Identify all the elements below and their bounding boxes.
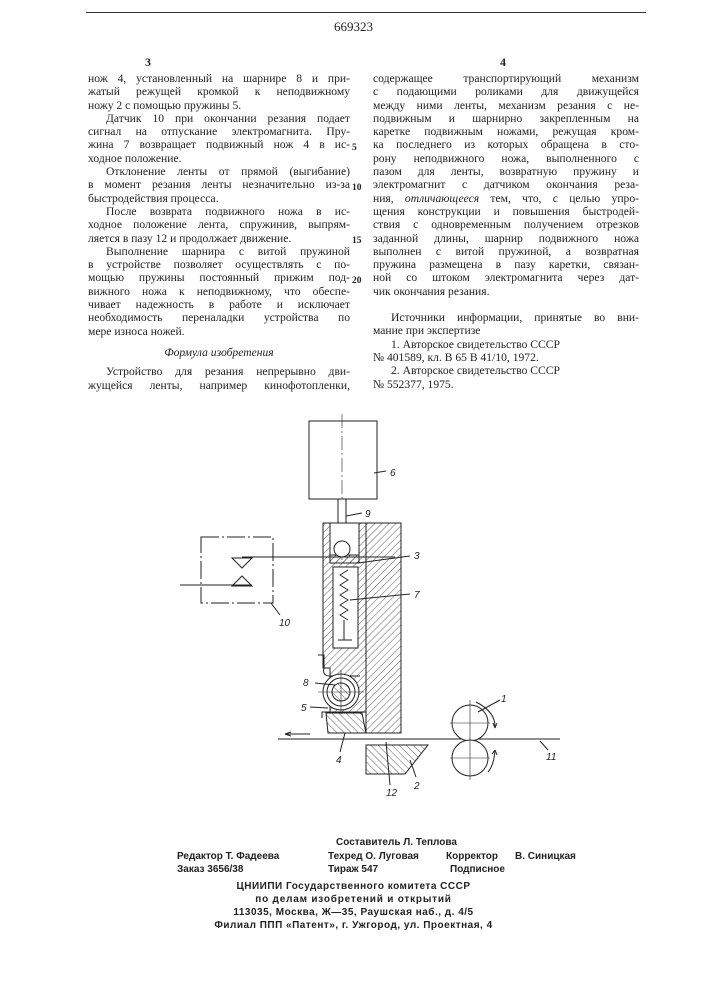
text-line: № 552377, 1975. xyxy=(373,378,639,391)
fixed-plate xyxy=(366,523,401,733)
org-line: по делам изобретений и открытий xyxy=(0,894,707,905)
text-line: в момент резания ленты незначительно из-за xyxy=(88,178,350,191)
corrector: В. Синицкая xyxy=(515,851,576,862)
section-title: Формула изобретения xyxy=(88,346,350,359)
italic-term: отличающееся xyxy=(405,192,479,205)
line-number: 15 xyxy=(352,236,362,246)
text-line: ляется в пазу 12 и продолжает движение. xyxy=(88,232,350,245)
text-line: чик окончания резания. xyxy=(373,285,639,298)
text-line: рону неподвижного ножа, выполненного с xyxy=(373,152,639,165)
moving-knife xyxy=(326,713,366,733)
sensor-box xyxy=(201,537,273,603)
text-line: необходимость переналадки устройства по xyxy=(88,311,350,324)
text-line: Выполнение шарнира с витой пружиной xyxy=(88,245,350,258)
text-line: жущейся ленты, например кинофотопленки, xyxy=(88,379,350,392)
text-line: жатый режущей кромкой к неподвижному xyxy=(88,85,350,98)
patent-drawing xyxy=(0,0,707,1000)
label-7: 7 xyxy=(414,590,420,601)
text-line: 2. Авторское свидетельство СССР xyxy=(373,364,639,377)
line-number: 5 xyxy=(352,143,357,153)
editor: Редактор Т. Фадеева xyxy=(177,851,279,862)
org-line: 113035, Москва, Ж—35, Раушская наб., д. 4/5 xyxy=(0,907,707,918)
text-line: ка последнего из которых обращена в сто- xyxy=(373,138,639,151)
order: Заказ 3656/38 xyxy=(177,864,243,875)
label-12: 12 xyxy=(386,788,398,799)
text-line: ной со штоком электромагнита через дат- xyxy=(373,271,639,284)
line-number: 10 xyxy=(352,183,362,193)
techred: Техред О. Луговая xyxy=(328,851,419,862)
right-column-number: 4 xyxy=(500,55,506,70)
text-line: пружина размещена в пазу каретки, связан- xyxy=(373,258,639,271)
text-line: быстродействия процесса. xyxy=(88,192,350,205)
label-9: 9 xyxy=(365,509,371,520)
label-1: 1 xyxy=(501,694,507,705)
label-4: 4 xyxy=(336,755,342,766)
label-3: 3 xyxy=(414,551,420,562)
text-line: жина 7 возвращает подвижный нож 4 в ис- xyxy=(88,138,350,151)
print-run: Тираж 547 xyxy=(328,864,378,875)
electromagnet xyxy=(309,421,377,499)
ball xyxy=(334,541,350,557)
text-line: Датчик 10 при окончании резания подает xyxy=(88,112,350,125)
subscription: Подписное xyxy=(450,864,505,875)
text-line: Устройство для резания непрерывно дви- xyxy=(88,365,350,378)
label-2: 2 xyxy=(413,781,420,792)
text-line: сигнал на отпускание электромагнита. Пру- xyxy=(88,125,350,138)
text-line: подвижным и шарнирно закрепленным на xyxy=(373,112,639,125)
text-line: Источники информации, принятые во вни- xyxy=(373,311,639,324)
text-line: электромагнит с датчиком окончания реза- xyxy=(373,178,639,191)
text-fragment: тем, что, с целью упро- xyxy=(479,192,639,205)
text-line: чивает надежность в работе и исключает xyxy=(88,298,350,311)
org-line: ЦНИИПИ Государственного комитета СССР xyxy=(0,881,707,892)
corrector-label: Корректор xyxy=(446,851,498,862)
text-line: ходное положение лента, спружинив, выпрям- xyxy=(88,218,350,231)
patent-number: 669323 xyxy=(0,19,707,35)
text-line: ножу 2 с помощью пружины 5. xyxy=(88,99,350,112)
text-line: 1. Авторское свидетельство СССР xyxy=(373,338,639,351)
text-line: ходное положение. xyxy=(88,152,350,165)
text-fragment: ния, xyxy=(373,192,405,205)
text-line: щения конструкции и повышения быстродей- xyxy=(373,205,639,218)
text-line: в устройстве позволяет осуществлять с по- xyxy=(88,258,350,271)
text-line: № 401589, кл. В 65 В 41/10, 1972. xyxy=(373,351,639,364)
fixed-knife xyxy=(366,745,428,774)
label-5: 5 xyxy=(301,703,307,714)
text-line: Отклонение ленты от прямой (выгибание) xyxy=(88,165,350,178)
left-column-number: 3 xyxy=(145,55,151,70)
text-line: ствия с одновременным получением отрезков xyxy=(373,218,639,231)
text-line: вижного ножа к неподвижному, что обеспе- xyxy=(88,285,350,298)
text-line: заданной длины, шарнир подвижного ножа xyxy=(373,232,639,245)
compiler: Составитель Л. Теплова xyxy=(336,837,457,848)
label-11: 11 xyxy=(546,752,556,763)
text-line: мощью пружины постоянный прижим под- xyxy=(88,271,350,284)
label-8: 8 xyxy=(303,678,309,689)
label-6: 6 xyxy=(390,468,396,479)
text-line: каретке подвижным ножами, режущая кром- xyxy=(373,125,639,138)
text-line: нож 4, установленный на шарнире 8 и при- xyxy=(88,72,350,85)
text-line: После возврата подвижного ножа в ис- xyxy=(88,205,350,218)
label-10: 10 xyxy=(279,618,291,629)
text-line: с подающими роликами для движущейся xyxy=(373,85,639,98)
text-line: выполнен с витой пружиной, а возвратная xyxy=(373,245,639,258)
text-line: между ними ленты, механизм резания с не- xyxy=(373,99,639,112)
org-line: Филиал ППП «Патент», г. Ужгород, ул. Проектная, 4 xyxy=(0,920,707,931)
text-line: мере износа ножей. xyxy=(88,325,350,338)
text-line: пазом для ленты, возвратную пружину и xyxy=(373,165,639,178)
text-line: мание при экспертизе xyxy=(373,324,639,337)
text-line: содержащее транспортирующий механизм xyxy=(373,72,639,85)
line-number: 20 xyxy=(352,276,362,286)
